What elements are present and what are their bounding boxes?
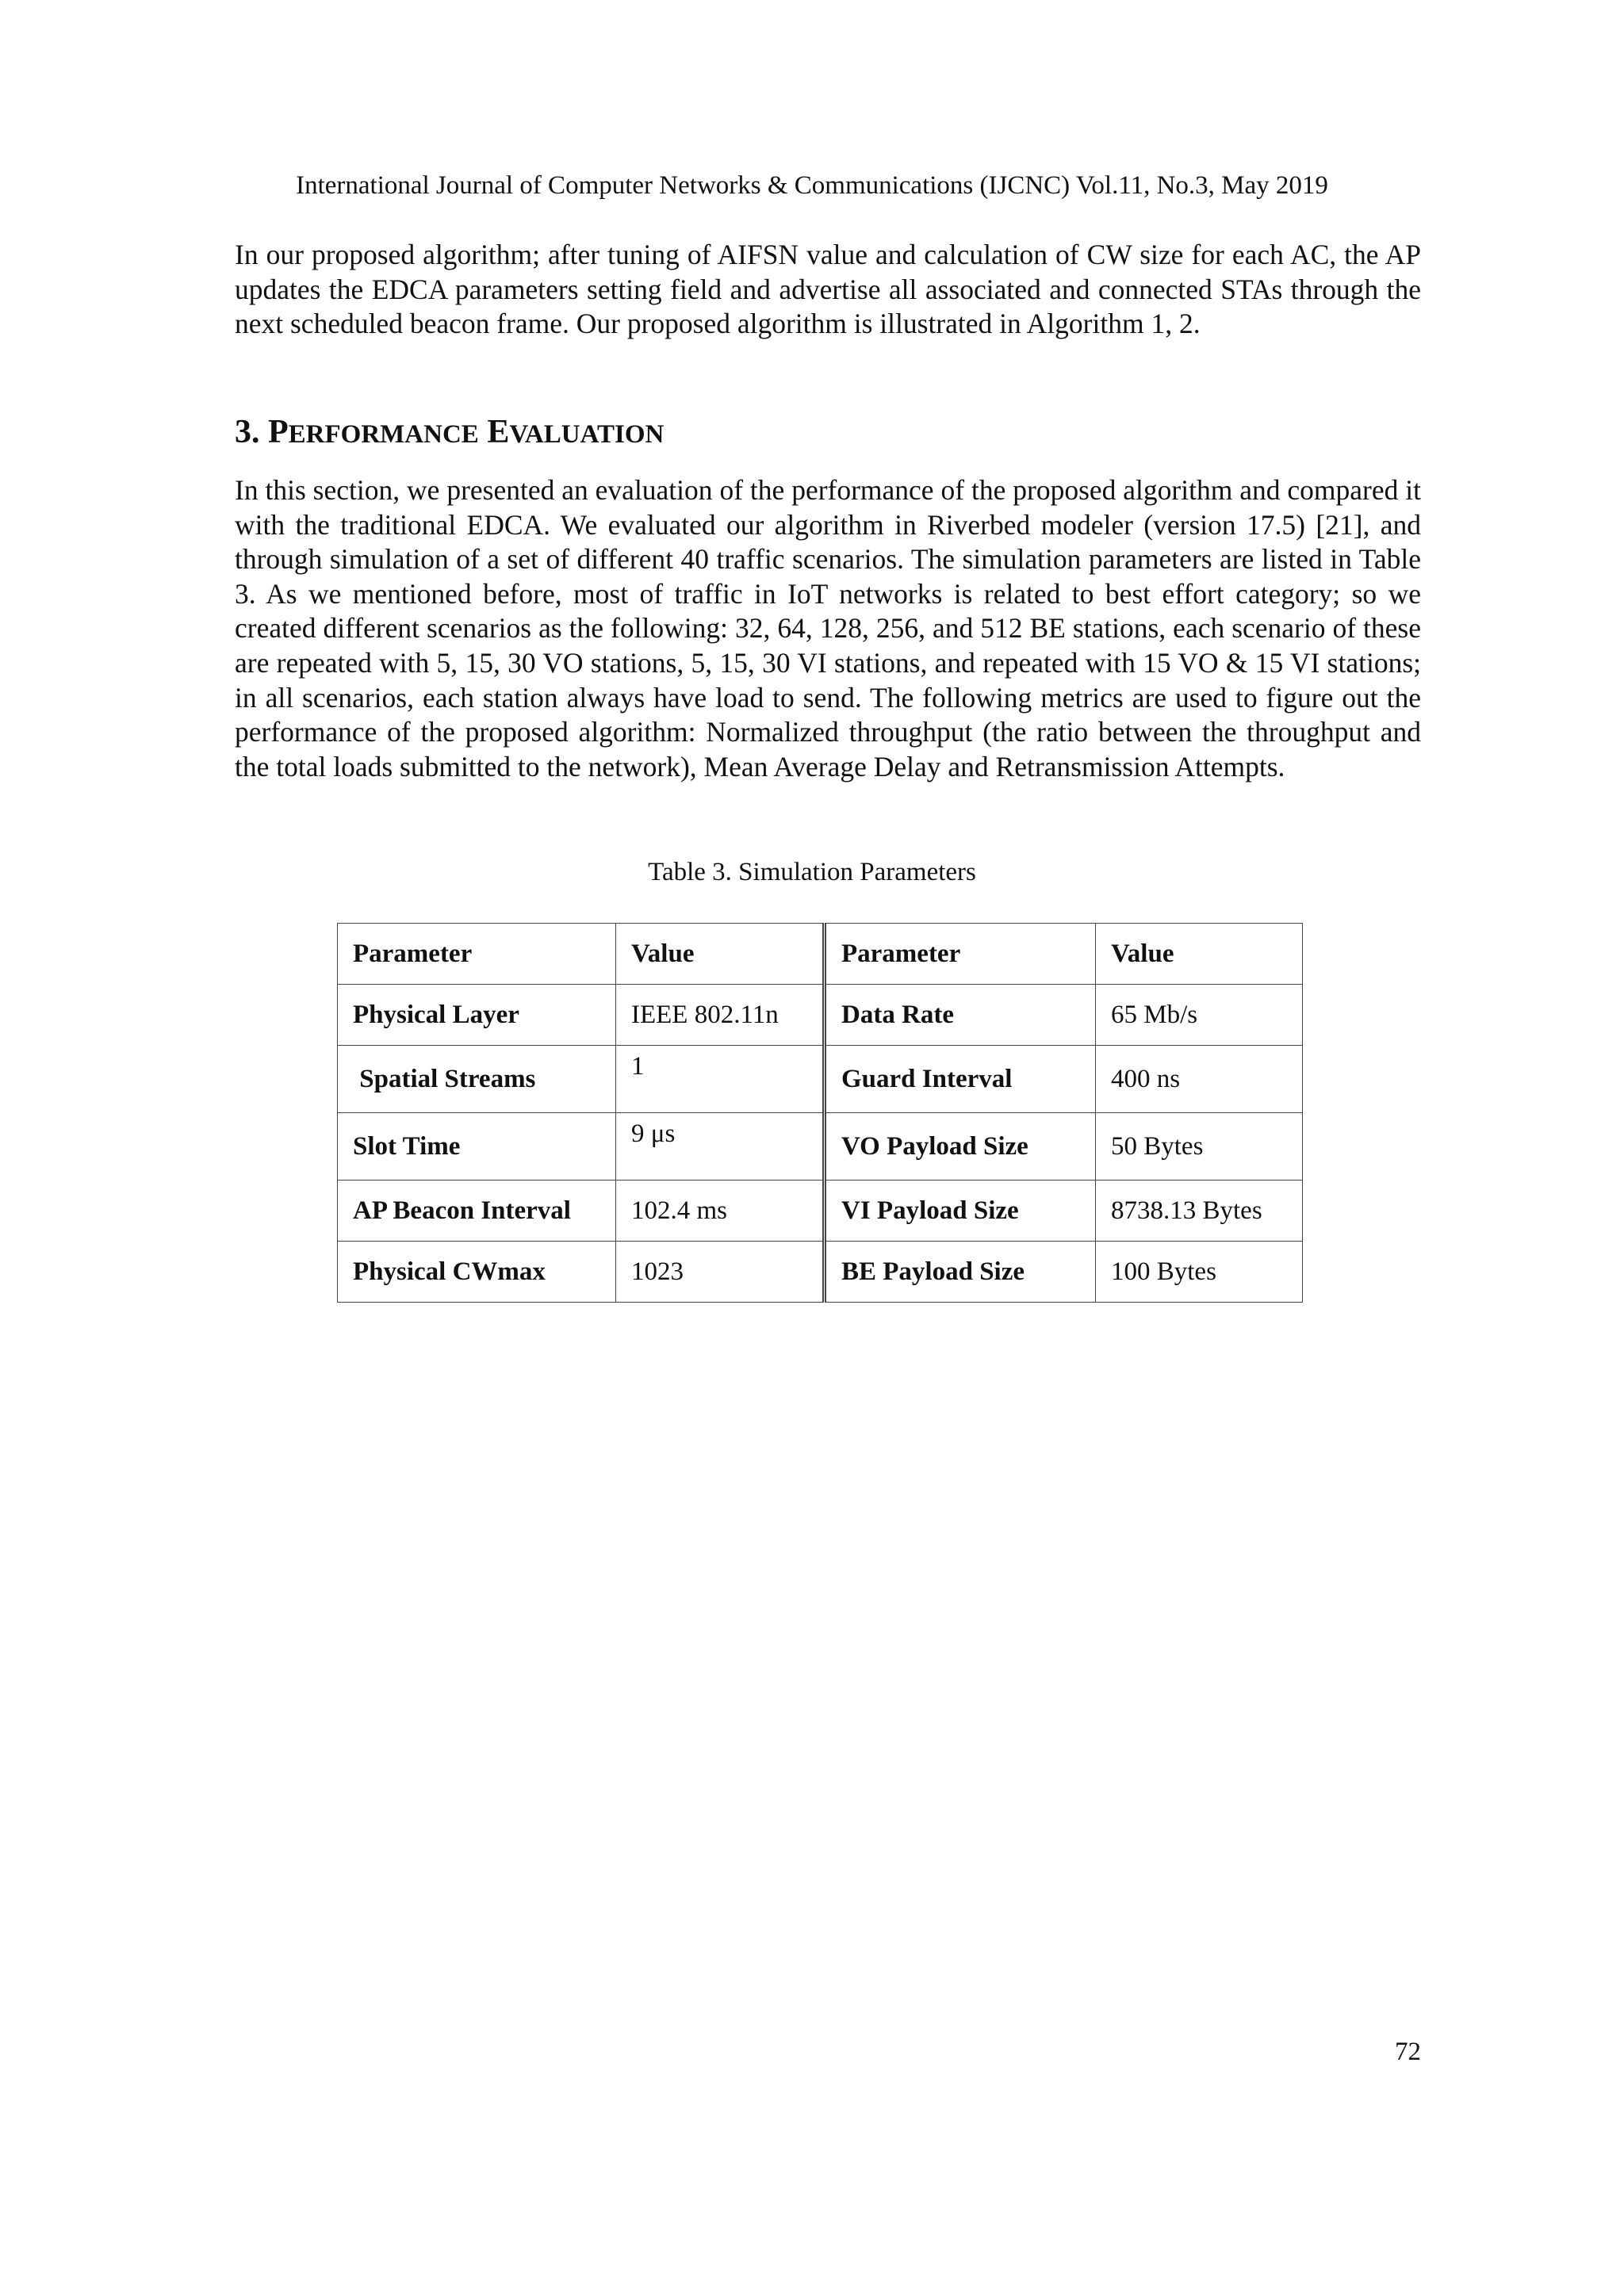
parameter-value-cell: IEEE 802.11n — [616, 985, 825, 1046]
paragraph-algorithm-summary: In our proposed algorithm; after tuning of AIFSN value and calculation of CW size for each AC, the AP updates the EDCA parameters setting field and advertise all associated and connected STAs through the next scheduled beacon frame. Our proposed algorithm is illustrated in Algorithm 1, 2. — [235, 239, 1421, 340]
heading-word-2-rest: VALUATION — [509, 420, 665, 449]
parameter-value-cell: 400 ns — [1096, 1046, 1303, 1113]
header-cell: Parameter — [825, 924, 1096, 985]
heading-word-1-rest: ERFORMANCE — [288, 420, 479, 449]
parameter-name-cell: VO Payload Size — [825, 1113, 1096, 1181]
parameter-value-cell: 9 μs — [616, 1113, 825, 1181]
parameter-name-cell: VI Payload Size — [825, 1181, 1096, 1242]
simulation-parameters-table — [337, 923, 1303, 1303]
parameter-name-cell: Guard Interval — [825, 1046, 1096, 1113]
parameter-value-cell: 65 Mb/s — [1096, 985, 1303, 1046]
journal-header: International Journal of Computer Networks & Communications (IJCNC) Vol.11, No.3, May 2019 — [296, 171, 1328, 200]
parameter-name-cell: AP Beacon Interval — [338, 1181, 616, 1242]
parameter-value-cell: 50 Bytes — [1096, 1113, 1303, 1181]
parameter-name-cell: Physical Layer — [338, 985, 616, 1046]
section-heading — [235, 412, 664, 454]
parameter-name-cell: Spatial Streams — [338, 1046, 616, 1113]
parameter-value-cell: 1 — [616, 1046, 825, 1113]
table-header-row — [338, 924, 1303, 985]
table-row — [338, 1113, 1303, 1181]
heading-word-1-initial: P — [268, 414, 289, 450]
parameter-name-cell: Data Rate — [825, 985, 1096, 1046]
paragraph-performance-evaluation: In this section, we presented an evaluation of the performance of the proposed algorithm and compared it with the traditional EDCA. We evaluated our algorithm in Riverbed modeler (version 17.5) [21], and through simulation of a set of different 40 traffic scenarios. The simulation parameters are listed in Table 3. As we mentioned before, most of traffic in IoT networks is related to best effort category; so we created different scenarios as the following: 32, 64, 128, 256, and 512 BE stations, each scenario of these are repeated with 5, 15, 30 VO stations, 5, 15, 30 VI stations, and repeated with 15 VO & 15 VI stations; in all scenarios, each station always have load to send. The following metrics are used to figure out the performance of the proposed algorithm: Normalized throughput (the ratio between the throughput and the total loads submitted to the network), Mean Average Delay and Retransmission Attempts. — [235, 474, 1421, 783]
parameter-value-cell: 8738.13 Bytes — [1096, 1181, 1303, 1242]
parameter-name-cell: Physical CWmax — [338, 1242, 616, 1303]
parameter-value-cell: 102.4 ms — [616, 1181, 825, 1242]
table-caption: Table 3. Simulation Parameters — [648, 858, 976, 886]
table-row — [338, 1046, 1303, 1113]
header-cell: Parameter — [338, 924, 616, 985]
parameter-name-cell: Slot Time — [338, 1113, 616, 1181]
parameter-value-cell: 100 Bytes — [1096, 1242, 1303, 1303]
section-number: 3. — [235, 414, 260, 450]
parameter-value-cell: 1023 — [616, 1242, 825, 1303]
table-row — [338, 1181, 1303, 1242]
table-row — [338, 1242, 1303, 1303]
parameter-name-cell: BE Payload Size — [825, 1242, 1096, 1303]
table-row — [338, 985, 1303, 1046]
heading-word-2-initial: E — [487, 414, 510, 450]
page-number: 72 — [1395, 2038, 1421, 2066]
header-cell: Value — [616, 924, 825, 985]
header-cell: Value — [1096, 924, 1303, 985]
